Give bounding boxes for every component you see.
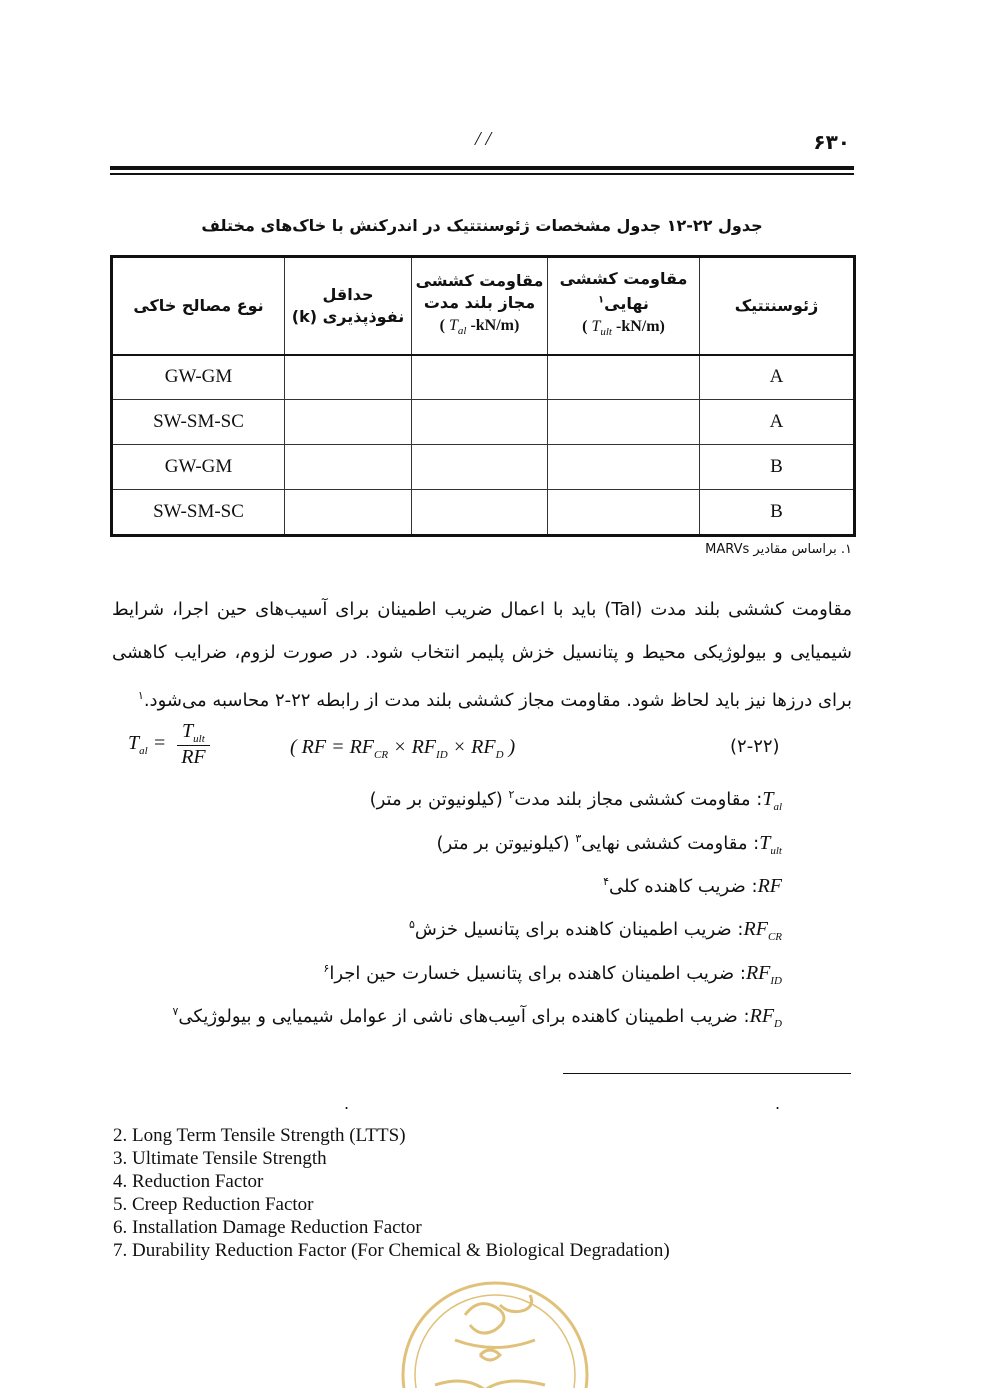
header-tult-line1: مقاومت کششی: [559, 268, 688, 288]
cell-empty: [412, 445, 548, 490]
cell-empty: [412, 355, 548, 400]
definition-item: $T_{al}$: مقاومت کششی مجاز بلند مدت$^۲$ (کیلونیوتن بر متر): [369, 788, 782, 813]
footnote-dot: .: [775, 1094, 781, 1113]
cell-empty: [285, 445, 412, 490]
equation-fraction: $\frac{T_{ult}}{RF}$: [177, 720, 209, 769]
cell-soil: SW-SM-SC: [112, 489, 285, 535]
header-allowable-strength: [412, 257, 548, 355]
cell-empty: [285, 355, 412, 400]
cell-empty: [285, 489, 412, 535]
table-row: [112, 400, 855, 445]
page-number: ۶۳۰: [813, 130, 850, 154]
cell-empty: [412, 489, 548, 535]
definition-item: $RF_{CR}$: ضریب اطمینان کاهنده برای پتانسیل خزش$^۵$: [409, 918, 782, 943]
cell-soil: SW-SM-SC: [112, 400, 285, 445]
header-min-permeability-line1: حداقل: [322, 284, 374, 304]
body-paragraph: [112, 588, 852, 722]
cell-soil: GW-GM: [112, 355, 285, 400]
header-soil-type: نوع مصالح خاکی: [112, 257, 285, 355]
footnote-item: 2. Long Term Tensile Strength (LTTS): [113, 1125, 406, 1146]
definition-item: $T_{ult}$: مقاومت کششی نهایی$^۳$ (کیلونیوتن بر متر): [436, 832, 782, 857]
header-rule-thin: [110, 173, 854, 175]
table-header-row: [112, 257, 855, 355]
table-row: [112, 355, 855, 400]
footnote-item: 4. Reduction Factor: [113, 1171, 264, 1192]
footnote-item: 7. Durability Reduction Factor (For Chemical & Biological Degradation): [113, 1240, 670, 1261]
cell-empty: [548, 355, 700, 400]
running-header: / /: [475, 128, 492, 150]
equation-rf: ( RF = $RF_{CR} \times RF_{ID} \times RF_D$ ): [290, 736, 516, 761]
cell-empty: [548, 400, 700, 445]
table-row: [112, 489, 855, 535]
watermark-seal-icon: [395, 1275, 595, 1388]
definition-item: $RF_{ID}$: ضریب اطمینان کاهنده برای پتانسیل خسارت حین اجرا$^۶$: [323, 962, 782, 987]
table-caption: جدول ۲۲-۱۲ جدول مشخصات ژئوسنتتیک در اندرکنش با خاک‌های مختلف: [201, 216, 763, 235]
cell-soil: GW-GM: [112, 445, 285, 490]
cell-empty: [548, 489, 700, 535]
header-ultimate-strength: [548, 257, 700, 355]
footnotes: [113, 1124, 670, 1262]
header-min-permeability: [285, 257, 412, 355]
definition-item: RF: ضریب کاهنده کلی$^۴$: [603, 875, 782, 897]
equation-tal: $T_{al}$ = $\frac{T_{ult}}{RF}$: [128, 720, 210, 769]
cell-geosynthetic: B: [700, 489, 855, 535]
cell-geosynthetic: B: [700, 445, 855, 490]
header-tult-line2: نهایی$^۱$: [598, 294, 649, 314]
header-min-permeability-line2: نفوذپذیری (k): [291, 306, 405, 326]
table-note: ۱. براساس مقادیر MARVs: [705, 542, 852, 557]
paragraph-line: مقاومت کششی بلند مدت (Tal) باید با اعمال ضریب اطمینان برای آسیب‌های حین اجرا، شرایط: [112, 599, 852, 620]
geosynthetic-spec-table: [110, 255, 856, 537]
cell-empty: [412, 400, 548, 445]
header-tult-symbol: ( $T_{ult}$ -kN/m): [582, 318, 665, 339]
cell-empty: [285, 400, 412, 445]
footnote-item: 3. Ultimate Tensile Strength: [113, 1148, 327, 1169]
header-geosynthetic: ژئوسنتتیک: [700, 257, 855, 355]
footnote-item: 5. Creep Reduction Factor: [113, 1194, 314, 1215]
header-rule-thick: [110, 166, 854, 170]
header-tal-line2: مجاز بلند مدت: [423, 292, 536, 312]
definition-item: $RF_D$: ضریب اطمینان کاهنده برای آسِب‌های ناشی از عوامل شیمیایی و بیولوژیکی$^۷$: [172, 1005, 782, 1030]
table-row: [112, 445, 855, 490]
cell-geosynthetic: A: [700, 400, 855, 445]
equation-number: (۲-۲۲): [730, 736, 780, 757]
paragraph-line: برای درزها نیز باید لحاظ شود. مقاومت مجاز کششی بلند مدت از رابطه ۲۲-۲ محاسبه می‌شود.$^۱$: [137, 689, 852, 711]
paragraph-line: شیمیایی و بیولوژیکی محیط و پتانسیل خزش پلیمر انتخاب شود. در صورت لزوم، ضرایب کاهشی: [112, 642, 852, 663]
cell-geosynthetic: A: [700, 355, 855, 400]
footnote-item: 6. Installation Damage Reduction Factor: [113, 1217, 422, 1238]
footnote-dot: .: [344, 1094, 350, 1113]
header-tal-line1: مقاومت کششی: [415, 270, 544, 290]
header-tal-symbol: ( $T_{al}$ -kN/m): [439, 316, 520, 337]
cell-empty: [548, 445, 700, 490]
footnote-rule: [563, 1073, 851, 1074]
